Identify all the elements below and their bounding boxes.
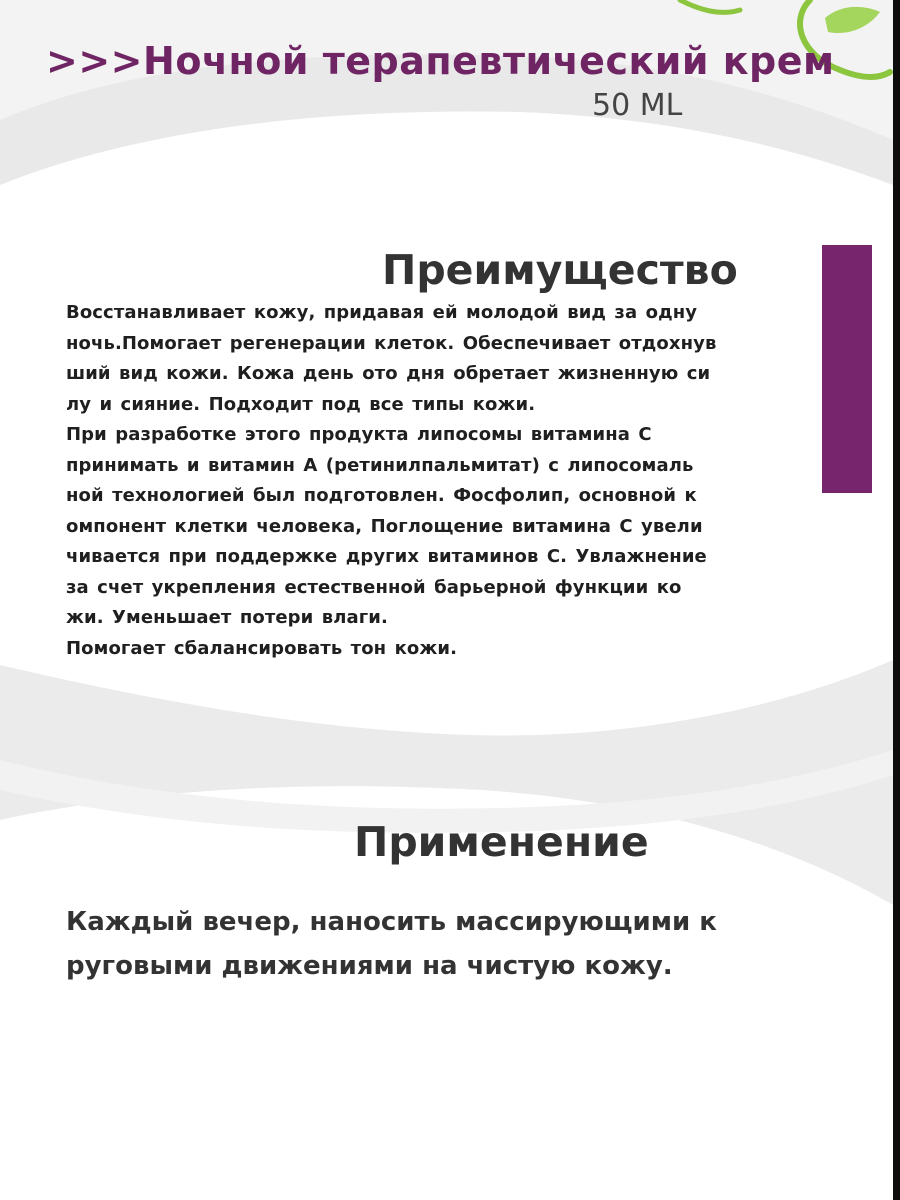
usage-line: руговыми движениями на чистую кожу. — [66, 951, 673, 981]
advantage-line: чивается при поддержке других витаминов С. Увлажнение — [66, 546, 707, 567]
advantage-line: Помогает сбалансировать тон кожи. — [66, 637, 458, 659]
advantage-line: жи. Уменьшает потери влаги. — [66, 607, 388, 628]
leaf-shape — [825, 7, 880, 33]
right-edge-border — [893, 0, 900, 1200]
accent-bar — [822, 245, 872, 493]
product-title: >>>Ночной терапевтический крем — [46, 39, 835, 83]
advantage-heading: Преимущество — [382, 246, 738, 294]
advantage-line: ночь.Помогает регенерации клеток. Обеспечивает отдохнув — [66, 332, 717, 354]
advantage-line: за счет укрепления естественной барьерной функции ко — [66, 576, 682, 598]
usage-line: Каждый вечер, наносить массирующими к — [66, 907, 717, 937]
advantage-text — [66, 298, 806, 664]
advantage-line: ной технологией был подготовлен. Фосфолип, основной к — [66, 485, 697, 506]
leaf-stroke-left — [680, 0, 740, 12]
product-volume: 50 ML — [592, 88, 683, 123]
advantage-line: лу и сияние. Подходит под все типы кожи. — [66, 393, 536, 415]
usage-heading: Применение — [354, 818, 649, 866]
advantage-line: принимать и витамин А (ретинилпальмитат) с липосомаль — [66, 454, 694, 476]
advantage-line: Восстанавливает кожу, придавая ей молодой вид за одну — [66, 302, 698, 323]
advantage-line: омпонент клетки человека, Поглощение витамина С увели — [66, 515, 703, 537]
usage-text — [66, 900, 826, 988]
advantage-line: При разработке этого продукта липосомы витамина С — [66, 424, 652, 445]
advantage-line: ший вид кожи. Кожа день ото дня обретает жизненную си — [66, 363, 711, 384]
